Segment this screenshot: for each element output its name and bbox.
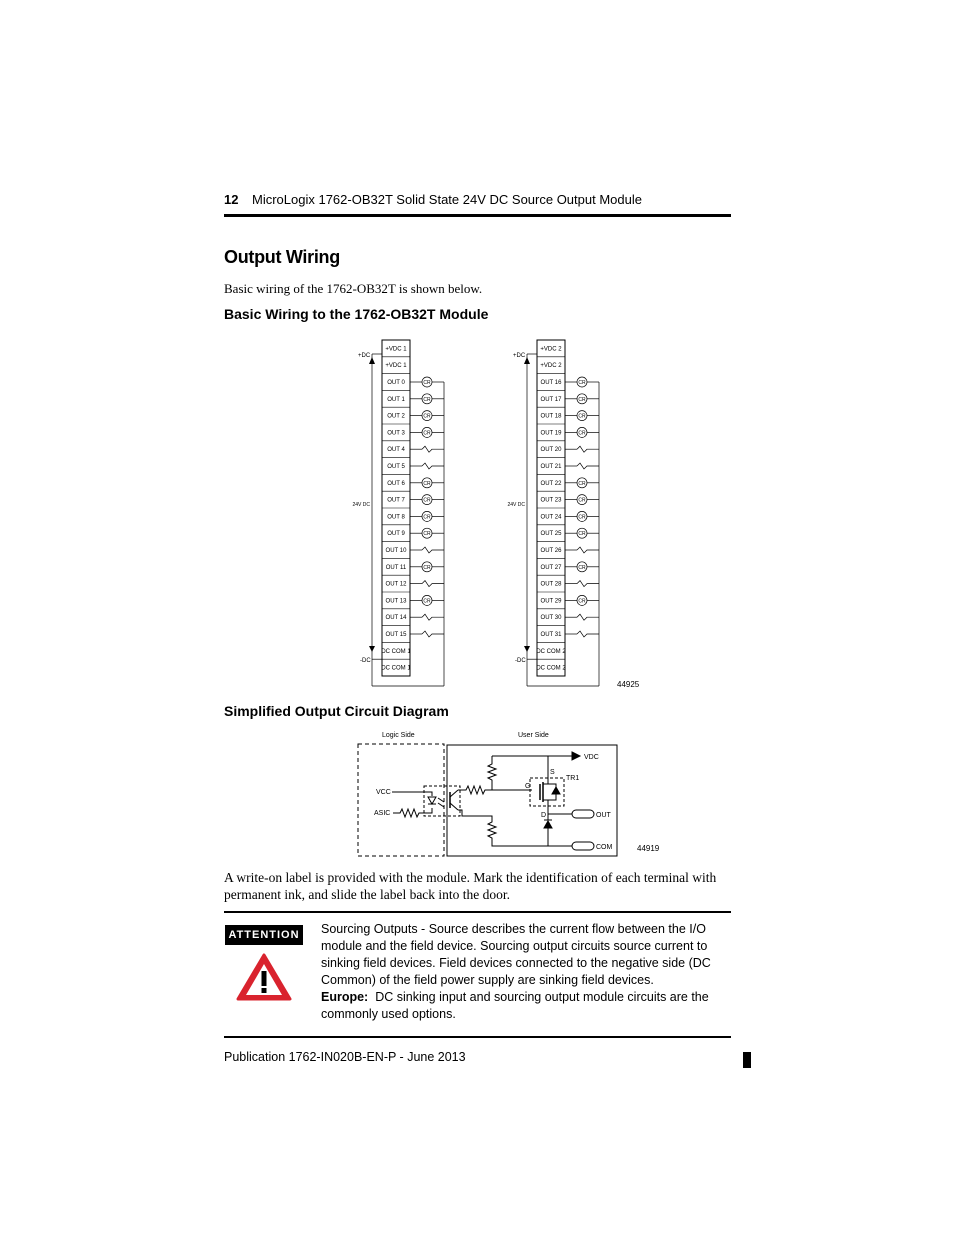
- body-paragraph: A write-on label is provided with the module. Mark the identification of each terminal with permanent ink, and slide the label back into the door.: [224, 870, 717, 902]
- asic-label: ASIC: [374, 810, 391, 817]
- europe-note: [321, 989, 733, 1023]
- load-icon: [422, 547, 444, 553]
- cr-label: CR: [423, 413, 431, 420]
- terminal-label: OUT 29: [540, 598, 562, 605]
- led-icon: [428, 797, 436, 804]
- cr-label: CR: [423, 430, 431, 437]
- terminal-label: OUT 30: [540, 615, 562, 622]
- terminal-label: OUT 2: [387, 413, 405, 420]
- gate-label: G: [525, 783, 531, 790]
- cr-label: CR: [423, 497, 431, 504]
- terminal-label: +VDC 1: [385, 346, 407, 353]
- cr-label: CR: [578, 514, 586, 521]
- tr1-label: TR1: [566, 775, 580, 782]
- terminal-label: OUT 0: [387, 380, 405, 386]
- vdc-label: VDC: [584, 754, 599, 761]
- terminal-label: OUT 24: [540, 514, 562, 521]
- cr-label: CR: [578, 598, 586, 605]
- cr-label: CR: [578, 430, 586, 437]
- logic-side-box: [358, 744, 444, 856]
- plus-dc-label: +DC: [513, 353, 526, 359]
- cr-label: CR: [423, 598, 431, 605]
- terminal-label: +VDC 2: [540, 363, 562, 370]
- terminal-label: OUT 16: [540, 380, 562, 386]
- terminal-label: +VDC 1: [385, 363, 407, 370]
- circuit-figure-id: 44919: [637, 844, 660, 853]
- gate-resistor: [458, 786, 532, 794]
- warning-triangle-icon: [235, 952, 293, 1002]
- load-icon: [422, 581, 444, 587]
- out-terminal: [572, 810, 594, 818]
- terminal-label: OUT 19: [540, 430, 562, 437]
- attention-badge: ATTENTION: [225, 925, 303, 945]
- terminal-label: OUT 18: [540, 413, 562, 420]
- pullup-resistor: [488, 756, 496, 790]
- current-arrow-icon: [369, 646, 375, 652]
- terminal-label: OUT 10: [385, 548, 407, 554]
- cr-label: CR: [578, 531, 586, 538]
- attention-text-block: [321, 921, 733, 1023]
- terminal-label: DC COM 2: [536, 665, 566, 672]
- cr-label: CR: [578, 396, 586, 403]
- cr-label: CR: [423, 514, 431, 521]
- terminal-label: OUT 23: [540, 497, 562, 504]
- clamp-diode-icon: [544, 821, 552, 828]
- pulldown-resistor: [458, 810, 572, 846]
- cr-label: CR: [578, 480, 586, 487]
- header-rule: [224, 214, 731, 217]
- cr-label: CR: [423, 380, 431, 386]
- terminal-label: OUT 11: [385, 564, 407, 571]
- minus-dc-label: -DC: [515, 658, 526, 664]
- terminal-label: OUT 8: [387, 514, 405, 521]
- europe-text: DC sinking input and sourcing output module circuits are the commonly used options.: [321, 990, 709, 1021]
- cr-label: CR: [423, 480, 431, 487]
- section-title: Output Wiring: [224, 247, 340, 267]
- current-arrow-icon: [524, 646, 530, 652]
- terminal-label: OUT 21: [540, 464, 562, 470]
- cr-label: CR: [578, 413, 586, 420]
- terminal-label: OUT 4: [387, 447, 405, 454]
- europe-label: Europe:: [321, 990, 369, 1004]
- terminal-label: OUT 14: [385, 615, 407, 622]
- circuit-diagram: [355, 726, 665, 860]
- out-label: OUT: [596, 812, 611, 819]
- load-icon: [577, 631, 599, 637]
- phototransistor-collector: [450, 790, 458, 797]
- logic-side-label: Logic Side: [382, 732, 415, 739]
- cr-label: CR: [423, 564, 431, 571]
- terminal-label: OUT 15: [385, 632, 407, 638]
- terminal-label: OUT 25: [540, 531, 562, 538]
- cr-label: CR: [578, 564, 586, 571]
- source-label: S: [550, 769, 555, 776]
- terminal-label: OUT 20: [540, 447, 562, 454]
- terminal-label: OUT 5: [387, 464, 405, 470]
- terminal-label: DC COM 1: [381, 648, 411, 655]
- page-number: 12: [224, 192, 239, 207]
- load-icon: [422, 463, 444, 469]
- terminal-label: OUT 26: [540, 548, 562, 554]
- terminal-label: OUT 27: [540, 564, 562, 571]
- cr-label: CR: [423, 531, 431, 538]
- terminal-label: DC COM 2: [536, 648, 566, 655]
- attention-text: Sourcing Outputs - Source describes the current flow between the I/O module and the field device. Sourcing output circuits source current to sinking field devices. Field devices connected to the negative side (DC Common) of the field power supply are sinking field devices.: [321, 922, 711, 987]
- page-edge-tab: [743, 1052, 751, 1068]
- terminal-label: DC COM 1: [381, 665, 411, 672]
- subheading-wiring: Basic Wiring to the 1762-OB32T Module: [224, 306, 489, 322]
- vcc-label: VCC: [376, 789, 391, 796]
- supply-voltage-label: 24V DC: [507, 502, 525, 508]
- user-side-box: [447, 745, 617, 856]
- wiring-block-left: [352, 340, 444, 686]
- subheading-circuit: Simplified Output Circuit Diagram: [224, 703, 449, 719]
- terminal-label: OUT 12: [385, 581, 407, 588]
- supply-voltage-label: 24V DC: [352, 502, 370, 508]
- terminal-label: OUT 7: [387, 497, 405, 504]
- light-arrow-1: [438, 798, 444, 802]
- load-icon: [577, 446, 599, 452]
- terminal-label: OUT 28: [540, 581, 562, 588]
- cr-label: CR: [423, 396, 431, 403]
- terminal-label: OUT 3: [387, 430, 405, 437]
- minus-dc-label: -DC: [360, 658, 371, 664]
- cr-label: CR: [578, 497, 586, 504]
- load-icon: [577, 547, 599, 553]
- terminal-label: OUT 31: [540, 632, 562, 638]
- terminal-label: OUT 13: [385, 598, 407, 605]
- terminal-label: OUT 6: [387, 480, 405, 487]
- terminal-label: OUT 1: [387, 396, 405, 403]
- running-header-title: MicroLogix 1762-OB32T Solid State 24V DC Source Output Module: [252, 192, 642, 207]
- mosfet-source: [543, 756, 548, 784]
- phototransistor-emitter: [450, 803, 458, 810]
- user-side-label: User Side: [518, 732, 549, 739]
- terminal-label: OUT 9: [387, 531, 405, 538]
- com-terminal: [572, 842, 594, 850]
- load-icon: [422, 614, 444, 620]
- load-icon: [577, 614, 599, 620]
- load-icon: [422, 446, 444, 452]
- cr-label: CR: [578, 380, 586, 386]
- footer-publication: Publication 1762-IN020B-EN-P - June 2013: [224, 1050, 466, 1064]
- drain-label: D: [541, 812, 547, 819]
- plus-dc-label: +DC: [358, 353, 371, 359]
- terminal-label: +VDC 2: [540, 346, 562, 353]
- intro-text: Basic wiring of the 1762-OB32T is shown below.: [224, 281, 483, 296]
- load-icon: [577, 463, 599, 469]
- load-icon: [577, 581, 599, 587]
- wiring-diagram: [340, 334, 650, 696]
- terminal-label: OUT 17: [540, 396, 562, 403]
- attention-bottom-rule: [224, 1036, 731, 1038]
- terminal-label: OUT 22: [540, 480, 562, 487]
- vdc-arrow-icon: [572, 752, 580, 760]
- vcc-wire: [392, 792, 432, 796]
- load-icon: [422, 631, 444, 637]
- attention-top-rule: [224, 911, 731, 913]
- com-label: COM: [596, 844, 613, 851]
- wiring-block-right: [507, 340, 599, 686]
- asic-resistor: [393, 808, 432, 817]
- wiring-figure-id: 44925: [617, 680, 640, 689]
- light-arrow-2: [438, 803, 444, 807]
